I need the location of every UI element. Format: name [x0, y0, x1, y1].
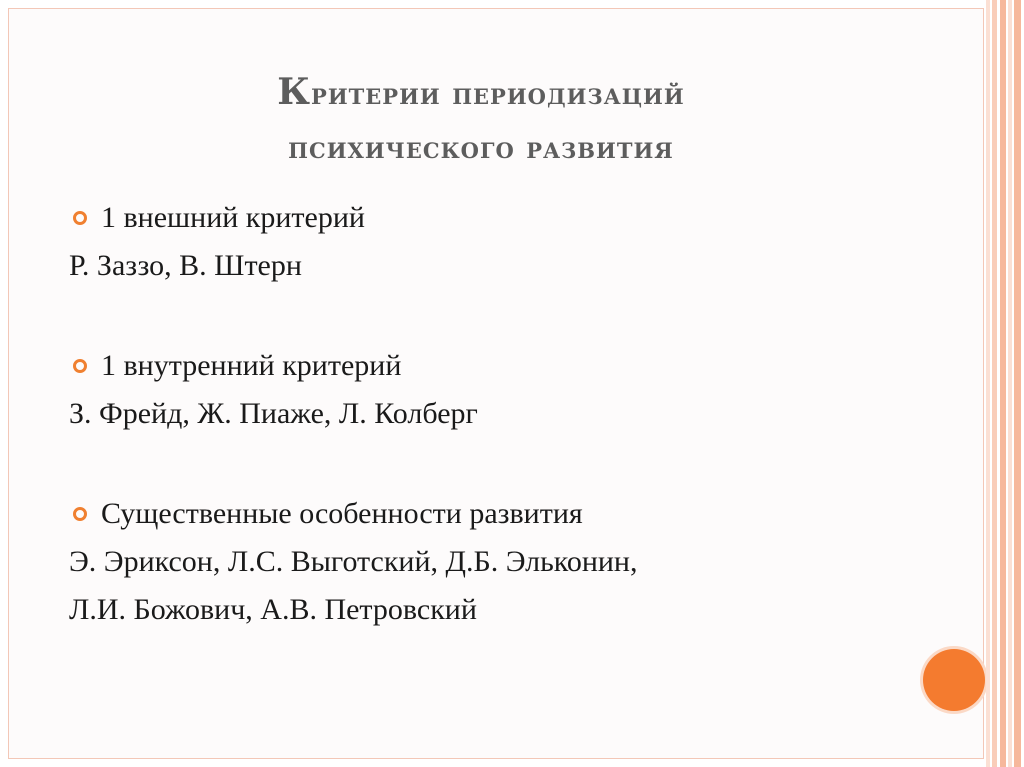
orange-circle-decoration — [923, 649, 985, 711]
criterion-heading-text: 1 внутренний критерий — [101, 349, 402, 382]
criterion-heading-text: Существенные особенности развития — [101, 497, 583, 530]
decorative-stripes — [986, 0, 1024, 767]
criterion-heading — [69, 342, 949, 390]
criterion-group-external — [69, 194, 949, 290]
authors-line: Э. Эриксон, Л.С. Выготский, Д.Б. Эльконин, — [69, 545, 638, 578]
ring-bullet-icon — [73, 211, 87, 225]
title-line-2: психического развития — [288, 131, 674, 166]
stripe — [1008, 0, 1012, 767]
criterion-heading — [69, 490, 949, 538]
title-line-1 — [9, 65, 953, 122]
slide-title — [9, 65, 953, 176]
title-initial-cap: К — [277, 71, 312, 113]
slide-body — [69, 194, 949, 634]
stripe — [986, 0, 990, 767]
criterion-group-internal — [69, 342, 949, 438]
ring-bullet-icon — [73, 507, 87, 521]
authors-line: Л.И. Божович, А.В. Петровский — [69, 593, 477, 626]
authors-line: Р. Заззо, В. Штерн — [69, 249, 302, 282]
stripe — [1014, 0, 1021, 767]
stripe — [992, 0, 997, 767]
criterion-heading — [69, 194, 949, 242]
stripe — [1000, 0, 1006, 767]
criterion-group-essential — [69, 490, 949, 634]
content-frame — [8, 8, 984, 759]
criterion-heading-text: 1 внешний критерий — [101, 201, 365, 234]
ring-bullet-icon — [73, 359, 87, 373]
title-line-1-text: ритерии периодизаций — [311, 77, 685, 112]
authors-line: З. Фрейд, Ж. Пиаже, Л. Колберг — [69, 397, 478, 430]
